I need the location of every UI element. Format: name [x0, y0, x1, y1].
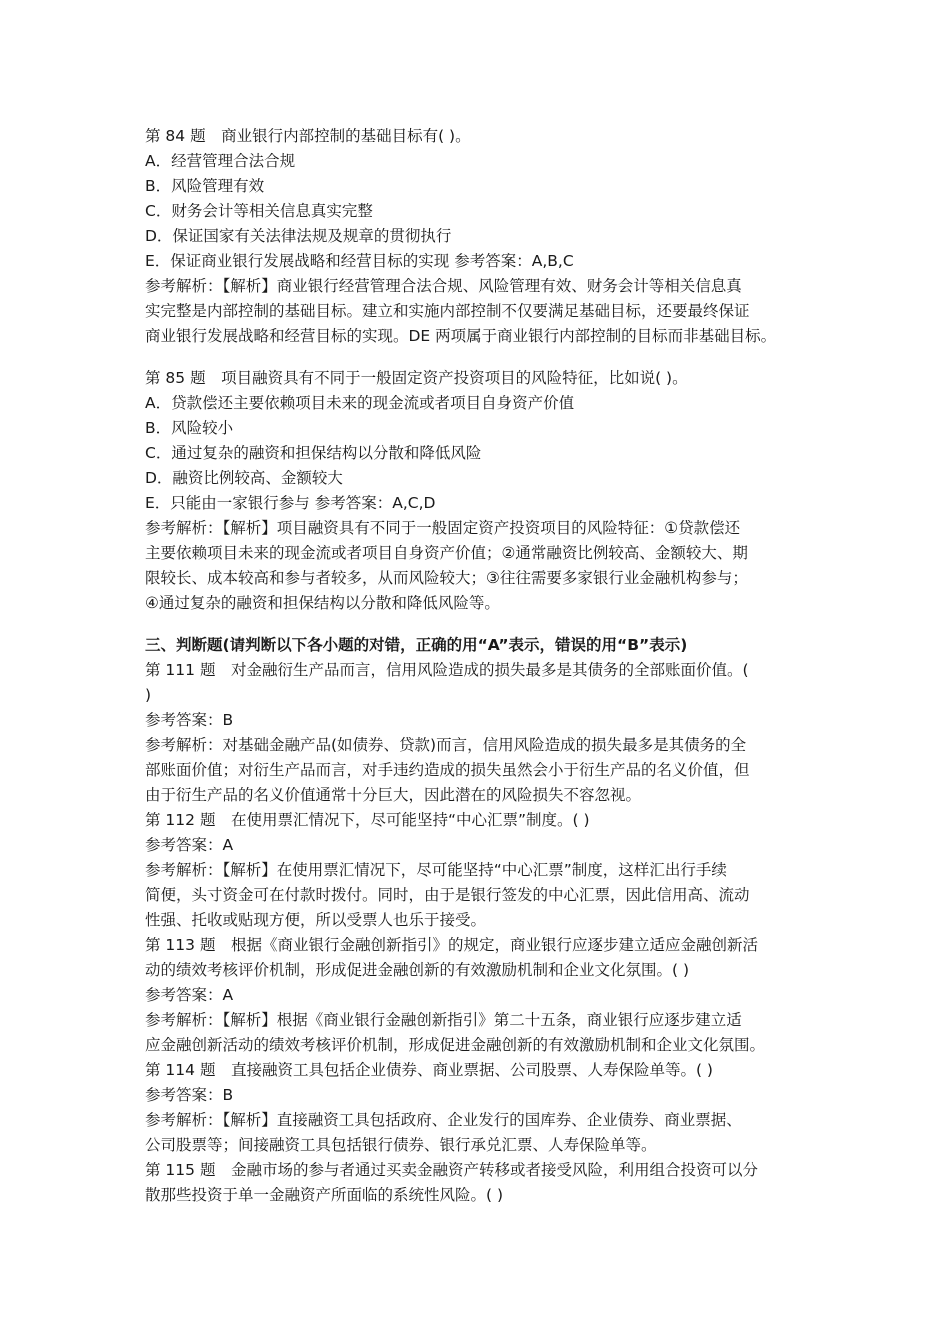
question-114: [145, 1058, 825, 1158]
question-title: 第 113 题 根据《商业银行金融创新指引》的规定，商业银行应逐步建立适应金融创新活: [145, 936, 758, 954]
analysis-line: 部账面价值；对衍生产品而言，对手违约造成的损失虽然会小于衍生产品的名义价值，但: [145, 761, 750, 779]
question-85: [145, 366, 825, 616]
question-title: 第 111 题 对金融衍生产品而言，信用风险造成的损失最多是其债务的全部账面价值。(: [145, 661, 749, 679]
analysis-line: 参考解析：【解析】在使用票汇情况下，尽可能坚持“中心汇票”制度，这样汇出行手续: [145, 861, 727, 879]
analysis-line: 实完整是内部控制的基础目标。建立和实施内部控制不仅要满足基础目标，还要最终保证: [145, 302, 750, 320]
section-heading: 三、判断题(请判断以下各小题的对错，正确的用“A”表示，错误的用“B”表示): [145, 636, 688, 654]
option-a: A．经营管理合法合规: [145, 152, 296, 170]
option-c: C．通过复杂的融资和担保结构以分散和降低风险: [145, 444, 482, 462]
question-title-continued: 动的绩效考核评价机制，形成促进金融创新的有效激励机制和企业文化氛围。( ): [145, 961, 690, 979]
analysis-line: 简便，头寸资金可在付款时拨付。同时，由于是银行签发的中心汇票，因此信用高、流动: [145, 886, 750, 904]
option-d: D．保证国家有关法律法规及规章的贯彻执行: [145, 227, 452, 245]
analysis-line: 性强、托收或贴现方便，所以受票人也乐于接受。: [145, 911, 487, 929]
question-title: 第 84 题 商业银行内部控制的基础目标有( )。: [145, 127, 471, 145]
analysis-line: 商业银行发展战略和经营目标的实现。DE 两项属于商业银行内部控制的目标而非基础目标。: [145, 327, 777, 345]
question-title-continued: 散那些投资于单一金融资产所面临的系统性风险。( ): [145, 1186, 504, 1204]
analysis-line: 参考解析：【解析】根据《商业银行金融创新指引》第二十五条，商业银行应逐步建立适: [145, 1011, 742, 1029]
option-c: C．财务会计等相关信息真实完整: [145, 202, 373, 220]
question-112: [145, 808, 825, 933]
question-title: 第 112 题 在使用票汇情况下，尽可能坚持“中心汇票”制度。( ): [145, 811, 590, 829]
question-title: 第 85 题 项目融资具有不同于一般固定资产投资项目的风险特征，比如说( )。: [145, 369, 688, 387]
option-e-with-answer: E．保证商业银行发展战略和经营目标的实现 参考答案：A,B,C: [145, 252, 574, 270]
answer: 参考答案：A: [145, 836, 234, 854]
option-a: A．贷款偿还主要依赖项目未来的现金流或者项目自身资产价值: [145, 394, 575, 412]
analysis-line: 参考解析：【解析】直接融资工具包括政府、企业发行的国库券、企业债券、商业票据、: [145, 1111, 742, 1129]
analysis-line: 参考解析：【解析】商业银行经营管理合法合规、风险管理有效、财务会计等相关信息真: [145, 277, 742, 295]
document-page: [145, 124, 825, 1208]
spacer: [145, 616, 825, 633]
spacer: [145, 349, 825, 366]
option-b: B．风险较小: [145, 419, 234, 437]
option-d: D．融资比例较高、金额较大: [145, 469, 343, 487]
answer: 参考答案：A: [145, 986, 234, 1004]
question-title: 第 114 题 直接融资工具包括企业债券、商业票据、公司股票、人寿保险单等。( ): [145, 1061, 713, 1079]
analysis-line: 应金融创新活动的绩效考核评价机制，形成促进金融创新的有效激励机制和企业文化氛围。: [145, 1036, 766, 1054]
analysis-line: 主要依赖项目未来的现金流或者项目自身资产价值；②通常融资比例较高、金额较大、期: [145, 544, 748, 562]
question-115: [145, 1158, 825, 1208]
analysis-line: 公司股票等；间接融资工具包括银行债券、银行承兑汇票、人寿保险单等。: [145, 1136, 657, 1154]
analysis-line: 由于衍生产品的名义价值通常十分巨大，因此潜在的风险损失不容忽视。: [145, 786, 642, 804]
question-111: [145, 658, 825, 808]
option-b: B．风险管理有效: [145, 177, 265, 195]
answer: 参考答案：B: [145, 711, 234, 729]
analysis-line: ④通过复杂的融资和担保结构以分散和降低风险等。: [145, 594, 500, 612]
option-e-with-answer: E．只能由一家银行参与 参考答案：A,C,D: [145, 494, 436, 512]
analysis-line: 限较长、成本较高和参与者较多，从而风险较大；③往往需要多家银行业金融机构参与；: [145, 569, 748, 587]
analysis-line: 参考解析：【解析】项目融资具有不同于一般固定资产投资项目的风险特征：①贷款偿还: [145, 519, 741, 537]
answer: 参考答案：B: [145, 1086, 234, 1104]
question-113: [145, 933, 825, 1058]
question-84: [145, 124, 825, 349]
analysis-line: 参考解析：对基础金融产品(如债券、贷款)而言，信用风险造成的损失最多是其债务的全: [145, 736, 747, 754]
question-title: 第 115 题 金融市场的参与者通过买卖金融资产转移或者接受风险，利用组合投资可以分: [145, 1161, 758, 1179]
question-title-continued: ): [145, 686, 152, 704]
